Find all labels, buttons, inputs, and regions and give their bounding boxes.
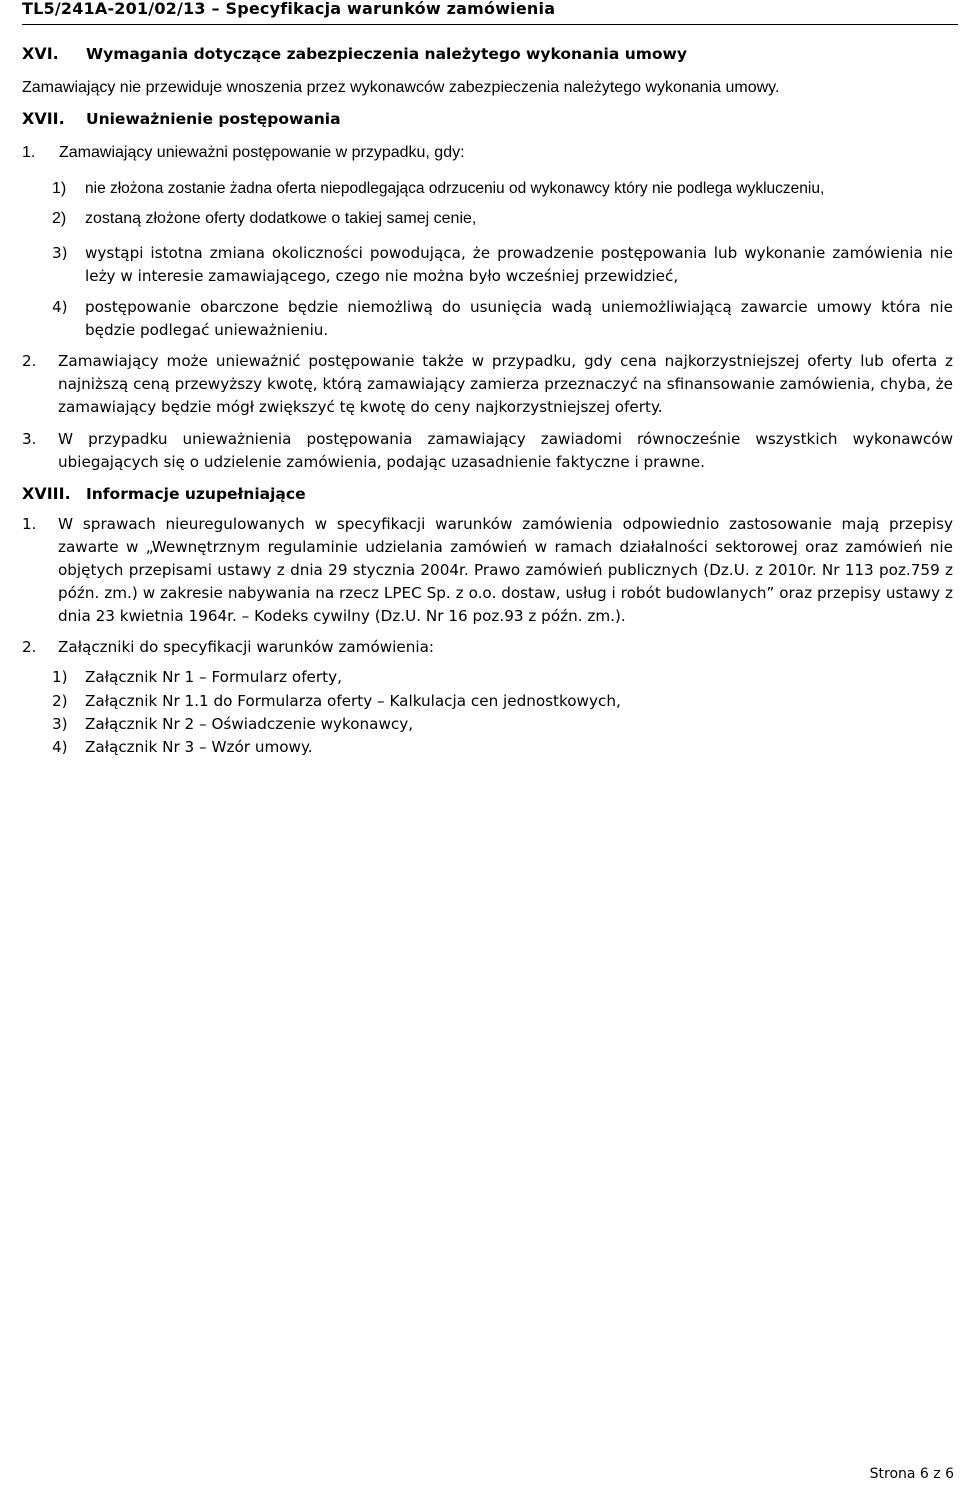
section-16-number: XVI. — [22, 44, 59, 63]
section-16-title: Wymagania dotyczące zabezpieczenia należytego wykonania umowy — [86, 45, 687, 63]
attachment-2-number: 2) — [52, 692, 68, 710]
attachment-3-number: 3) — [52, 715, 68, 733]
section-17-p1-text: Zamawiający unieważni postępowanie w przypadku, gdy: — [59, 144, 465, 161]
section-17-title: Unieważnienie postępowania — [86, 110, 341, 128]
section-17-p1-number: 1. — [22, 144, 36, 161]
document-header — [22, 0, 958, 25]
section-18-p2-text: Załączniki do specyfikacji warunków zamówienia: — [58, 638, 434, 656]
page-number: Strona 6 z 6 — [869, 1466, 954, 1482]
section-17-p2-number: 2. — [22, 352, 37, 370]
section-17-item-3-text: wystąpi istotna zmiana okoliczności powodująca, że prowadzenie postępowania lub wykonanie zamówienia nie leży w interesie zamawiającego, czego nie można było wcześniej przewidzieć, — [85, 244, 953, 285]
section-18-p1-number: 1. — [22, 515, 37, 533]
section-18-p1-text: W sprawach nieuregulowanych w specyfikacji warunków zamówienia odpowiednio zastosowanie mają przepisy zawarte w „Wewnętrznym regulaminie udzielania zamówień w ramach działalności sektorowej oraz zamówień nie objętych przepisami ustawy z dnia 29 stycznia 2004r. Prawo zamówień publicznych (Dz.U. z 2010r. Nr 113 poz.759 z późn. zm.) w zakresie nabywania na rzecz LPEC Sp. z o.o. dostaw, usług i robót budowlanych” oraz przepisy ustawy z dnia 23 kwietnia 1964r. – Kodeks cywilny (Dz.U. Nr 16 poz.93 z późn. zm.). — [58, 515, 953, 625]
document-header-title: TL5/241A-201/02/13 – Specyfikacja warunków zamówienia — [22, 0, 556, 18]
attachment-4-text: Załącznik Nr 3 – Wzór umowy. — [85, 738, 313, 756]
section-17-item-2-text: zostaną złożone oferty dodatkowe o takiej samej cenie, — [85, 210, 477, 227]
section-17-p2-text: Zamawiający może unieważnić postępowanie także w przypadku, gdy cena najkorzystniejszej oferty lub oferta z najniższą ceną przewyższy kwotę, którą zamawiający zamierza przeznaczyć na sfinansowanie zamówienia, chyba, że zamawiający będzie mógł zwiększyć tę kwotę do ceny najkorzystniejszej oferty. — [58, 352, 953, 416]
attachment-2-text: Załącznik Nr 1.1 do Formularza oferty – Kalkulacja cen jednostkowych, — [85, 692, 621, 710]
section-17-p3-number: 3. — [22, 430, 37, 448]
attachment-1-number: 1) — [52, 668, 68, 686]
section-18-p2-number: 2. — [22, 638, 37, 656]
section-18-title: Informacje uzupełniające — [86, 485, 306, 503]
attachment-1-text: Załącznik Nr 1 – Formularz oferty, — [85, 668, 342, 686]
attachment-4-number: 4) — [52, 738, 68, 756]
section-17-item-3-number: 3) — [52, 244, 68, 262]
attachment-3-text: Załącznik Nr 2 – Oświadczenie wykonawcy, — [85, 715, 414, 733]
section-17-item-1-text: nie złożona zostanie żadna oferta niepodlegająca odrzuceniu od wykonawcy który nie podlega wykluczeniu, — [85, 180, 825, 197]
section-17-item-1-number: 1) — [52, 180, 67, 197]
section-17-item-4-number: 4) — [52, 298, 68, 316]
section-17-item-2-number: 2) — [52, 210, 67, 227]
section-17-number: XVII. — [22, 109, 65, 128]
section-17-item-4-text: postępowanie obarczone będzie niemożliwą do usunięcia wadą uniemożliwiającą zawarcie umowy która nie będzie podlegać unieważnieniu. — [85, 298, 953, 339]
section-18-number: XVIII. — [22, 484, 71, 503]
section-16-text: Zamawiający nie przewiduje wnoszenia przez wykonawców zabezpieczenia należytego wykonania umowy. — [22, 79, 780, 96]
section-17-p3-text: W przypadku unieważnienia postępowania zamawiający zawiadomi równocześnie wszystkich wykonawców ubiegających się o udzielenie zamówienia, podając uzasadnienie faktyczne i prawne. — [58, 430, 953, 471]
